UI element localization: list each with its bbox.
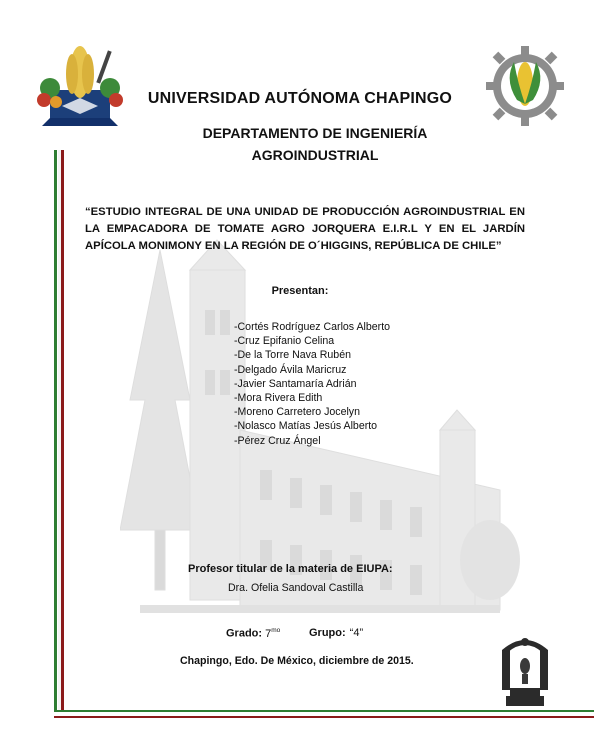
- list-item: -Mora Rivera Edith: [234, 392, 323, 405]
- red-vertical-rule: [61, 150, 64, 710]
- university-title: UNIVERSIDAD AUTÓNOMA CHAPINGO: [147, 90, 453, 107]
- grado-field: [226, 627, 280, 640]
- department-title-line1: DEPARTAMENTO DE INGENIERÍA: [202, 125, 428, 141]
- list-item: -Javier Santamaría Adrián: [234, 377, 357, 390]
- list-item: -Pérez Cruz Ángel: [234, 434, 321, 447]
- place-date: Chapingo, Edo. De México, diciembre de 2015.: [180, 655, 414, 667]
- list-item: -De la Torre Nava Rubén: [234, 349, 351, 362]
- list-item: -Nolasco Matías Jesús Alberto: [234, 420, 378, 433]
- grupo-value: “4”: [349, 627, 364, 639]
- professor-name: Dra. Ofelia Sandoval Castilla: [228, 582, 364, 594]
- professor-label: Profesor titular de la materia de EIUPA:: [188, 563, 393, 575]
- department-gear-corn-logo-icon: [484, 40, 566, 130]
- grado-value: 7: [265, 627, 272, 640]
- grado-sup: mo: [271, 627, 281, 634]
- list-item: -Cortés Rodríguez Carlos Alberto: [234, 321, 391, 333]
- red-horizontal-rule: [54, 716, 594, 718]
- fountain-crest-icon: [498, 630, 552, 708]
- chapingo-logo-icon: [32, 40, 128, 136]
- list-item: -Cruz Epifanio Celina: [234, 335, 335, 348]
- green-horizontal-rule: [54, 710, 594, 712]
- department-title-line2: AGROINDUSTRIAL: [251, 147, 379, 163]
- grupo-label: Grupo:: [309, 627, 346, 639]
- list-item: -Moreno Carretero Jocelyn: [234, 406, 360, 419]
- list-item: -Delgado Ávila Maricruz: [234, 363, 347, 376]
- green-vertical-rule: [54, 150, 57, 710]
- study-title: “ESTUDIO INTEGRAL DE UNA UNIDAD DE PRODUCCIÓN AGROINDUSTRIAL EN LA EMPACADORA DE TOMATE AGRO JORQUERA E.I.R.L Y EN EL JARDÍN APÍCOLA MONIMONY EN LA REGIÓN DE O´HIGGINS, REPÚBLICA DE CHILE”: [85, 206, 525, 252]
- grupo-field: [309, 627, 363, 639]
- presentan-label: Presentan:: [271, 285, 329, 297]
- members-list: [234, 320, 494, 448]
- grado-label: Grado:: [226, 627, 263, 640]
